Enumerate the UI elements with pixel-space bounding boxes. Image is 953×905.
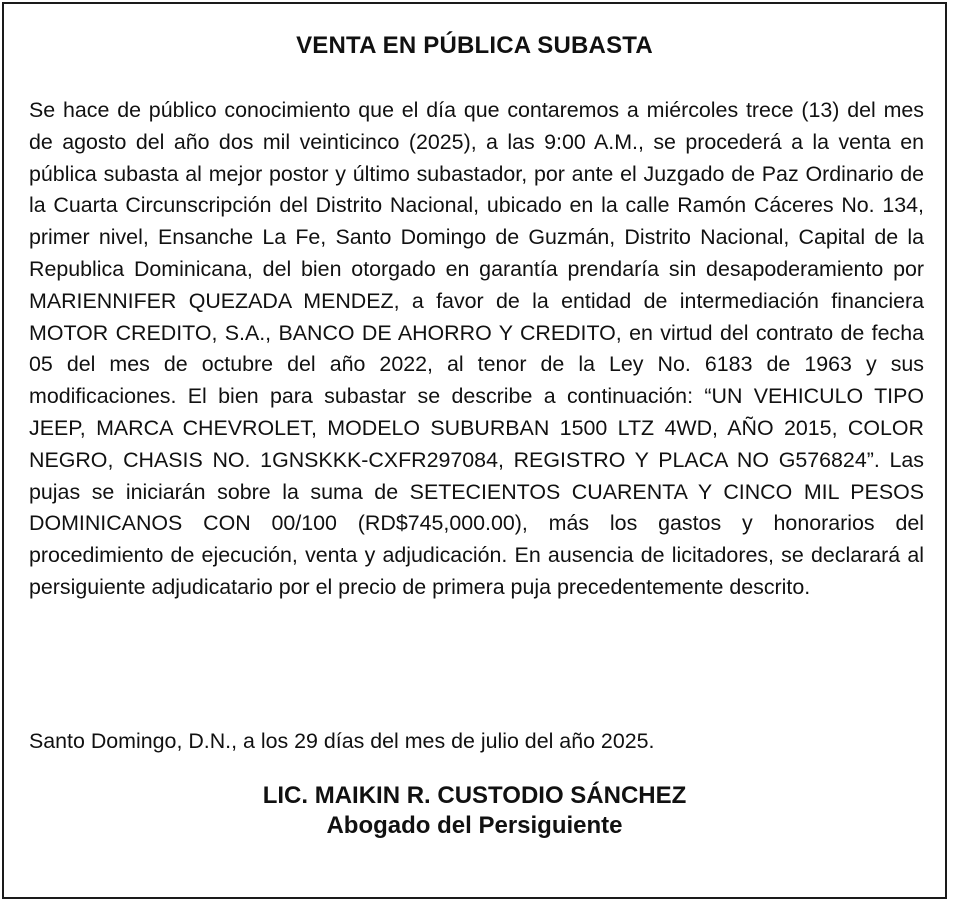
signature-block — [4, 781, 945, 841]
signer-name: LIC. MAIKIN R. CUSTODIO SÁNCHEZ — [262, 782, 687, 809]
signer-role: Abogado del Persiguiente — [326, 812, 623, 839]
notice-title: VENTA EN PÚBLICA SUBASTA — [296, 32, 653, 59]
place-date: Santo Domingo, D.N., a los 29 días del mes de julio del año 2025. — [29, 729, 655, 753]
notice-body: Se hace de público conocimiento que el día que contaremos a miércoles trece (13) del mes de agosto del año dos mil veinticinco (2025), a las 9:00 A.M., se procederá a la venta en pública subasta al mejor postor y último subastador, por ante el Juzgado de Paz Ordinario de la Cuarta Circunscripción del Distrito Nacional, ubicado en la calle Ramón Cáceres No. 134, primer nivel, Ensanche La Fe, Santo Domingo de Guzmán, Distrito Nacional, Capital de la Republica Dominicana, del bien otorgado en garantía prendaría sin desapoderamiento por MARIENNIFER QUEZADA MENDEZ, a favor de la entidad de intermediación financiera MOTOR CREDITO, S.A., BANCO DE AHORRO Y CREDITO, en virtud del contrato de fecha 05 del mes de octubre del año 2022, al tenor de la Ley No. 6183 de 1963 y sus modificaciones. El bien para subastar se describe a continuación: “UN VEHICULO TIPO JEEP, MARCA CHEVROLET, MODELO SUBURBAN 1500 LTZ 4WD, AÑO 2015, COLOR NEGRO, CHASIS NO. 1GNSKKK-​CXFR297084, REGISTRO Y PLACA NO G576824”. Las pujas se iniciarán sobre la suma de SETECIENTOS CUARENTA Y CINCO MIL PESOS DOMINICANOS CON 00/100 (RD$745,000.00), más los gastos y honorarios del procedimiento de ejecución, venta y adjudicación. En ausencia de licitadores, se declarará al persiguiente adjudicatario por el precio de primera puja precedentemente descrito. — [29, 98, 924, 599]
auction-notice — [2, 2, 947, 899]
